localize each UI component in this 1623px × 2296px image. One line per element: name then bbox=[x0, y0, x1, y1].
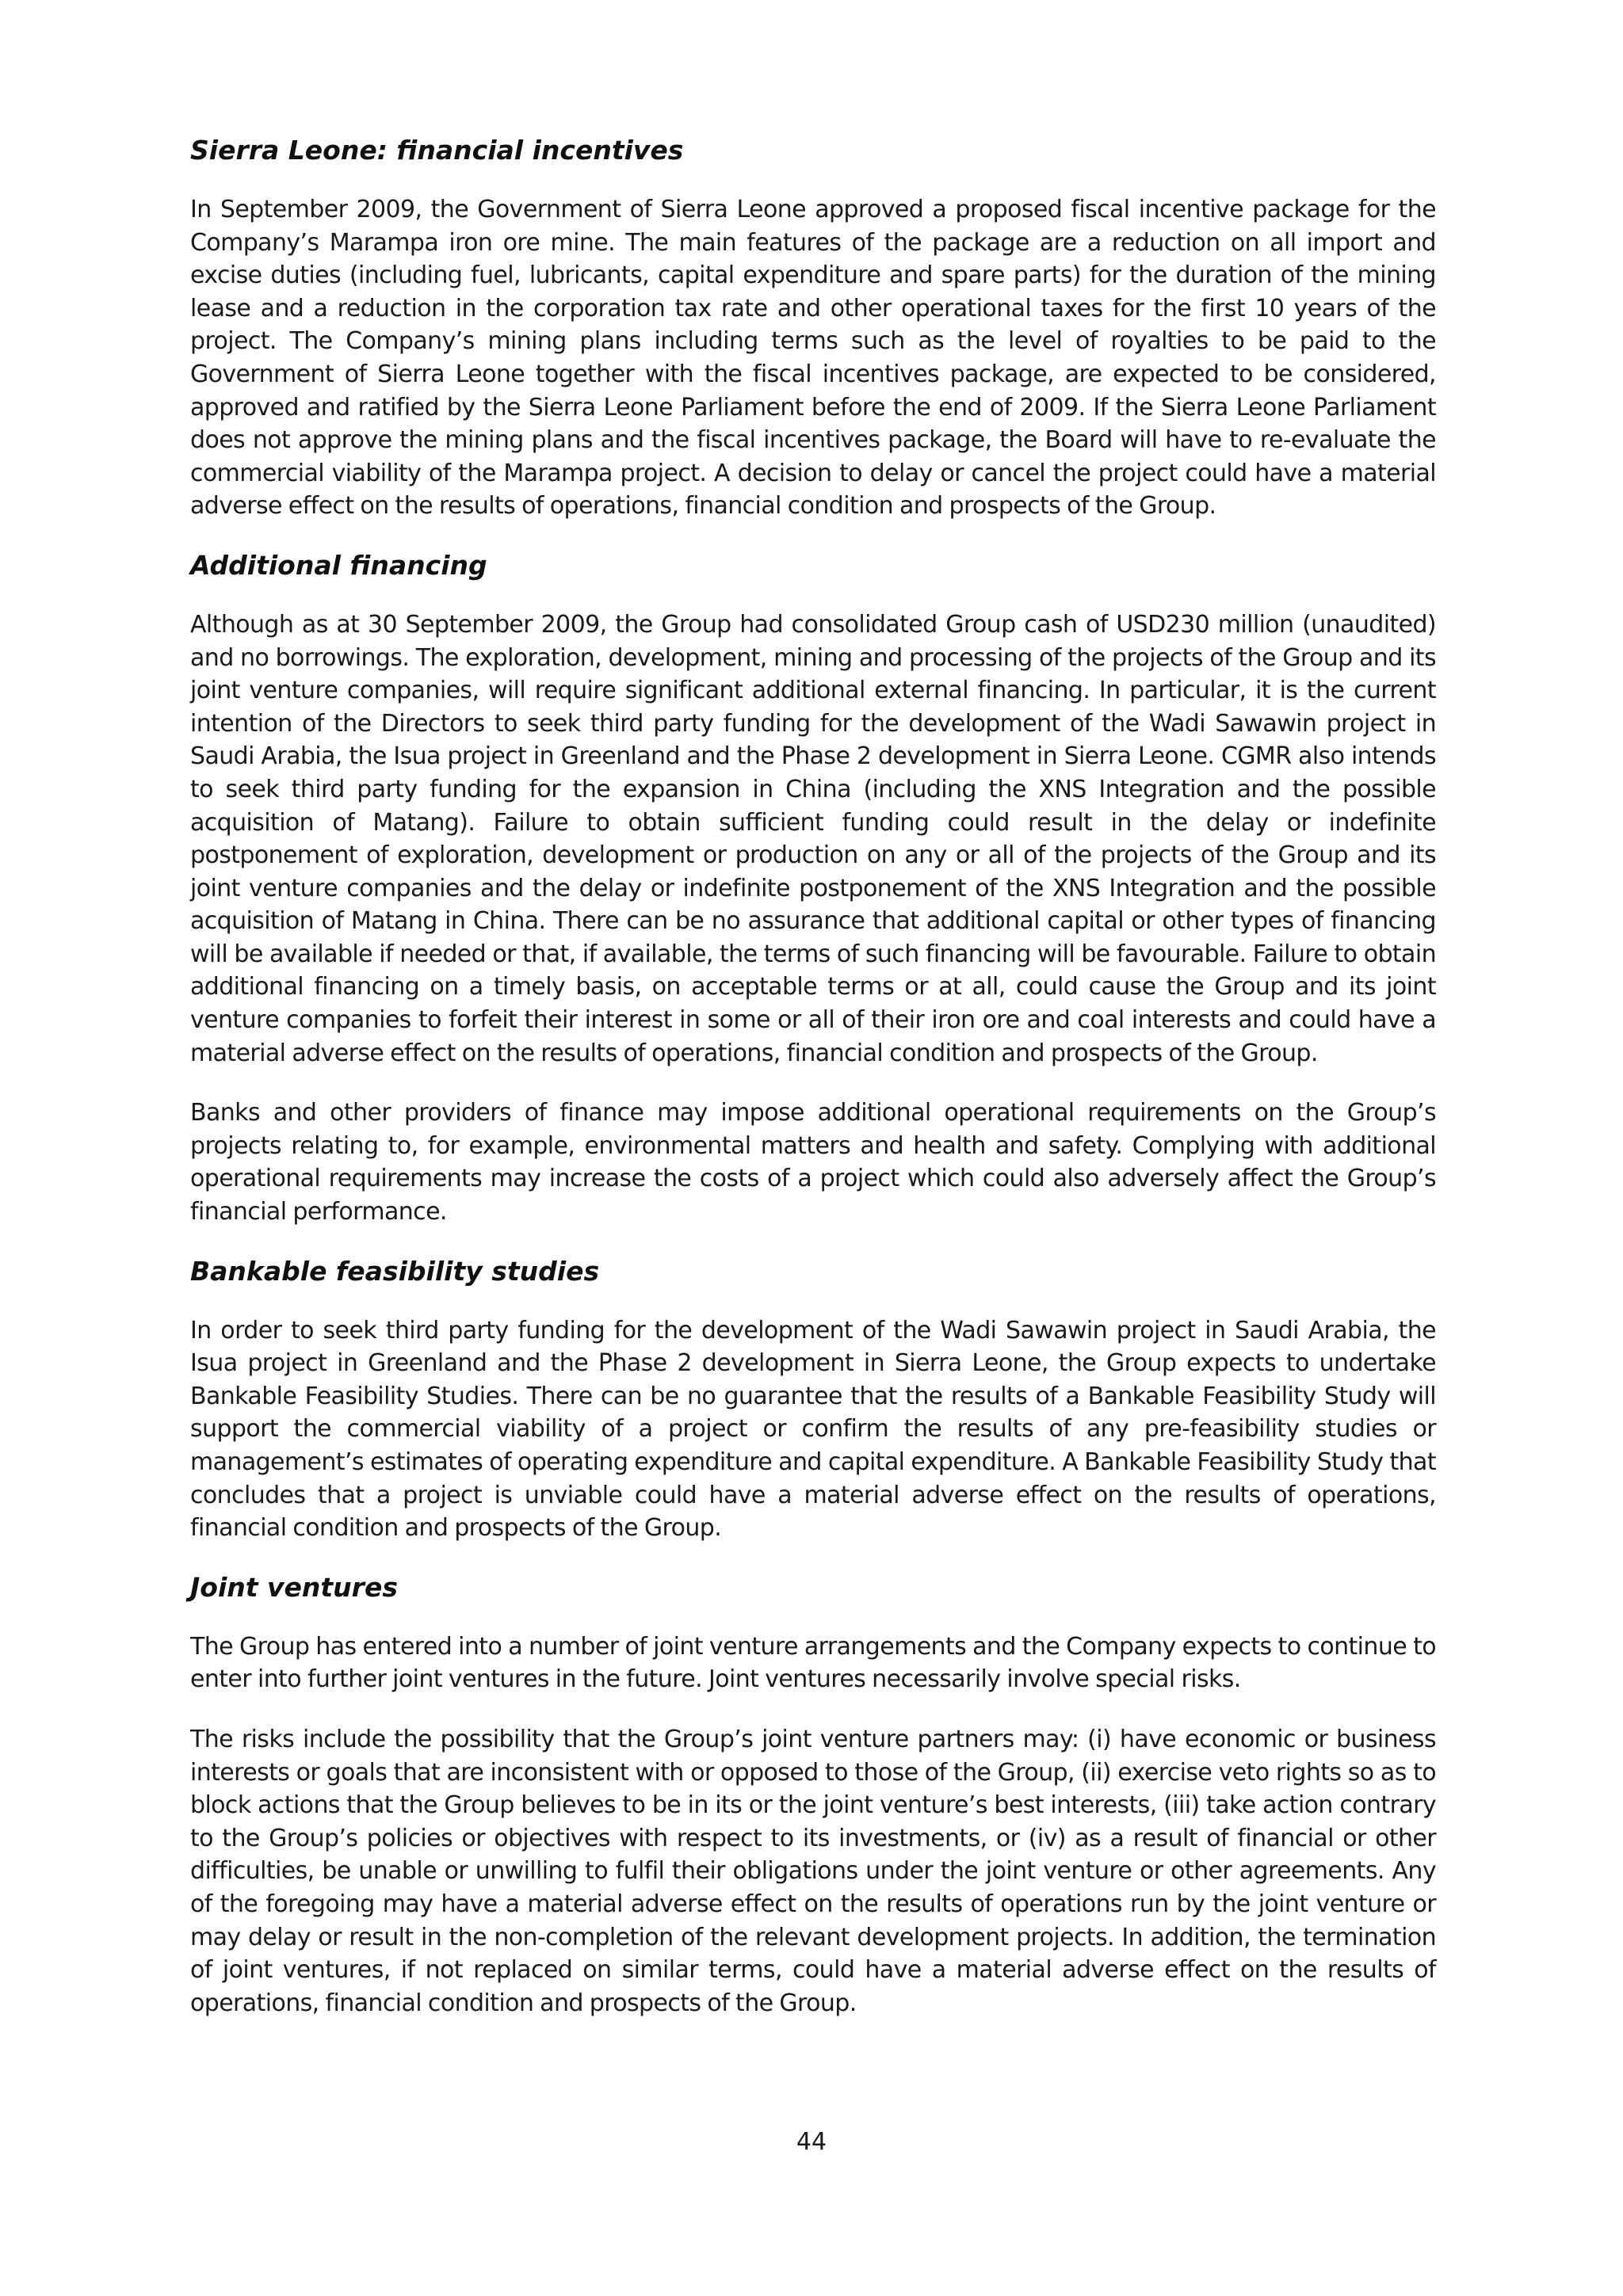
section-heading: Bankable feasibility studies bbox=[190, 1255, 600, 1287]
paragraph: Banks and other providers of finance may impose additional operational requirements on the Group’s projects relating to, for example, environmental matters and health and safety. Complying with additional operational requirements may increase the costs of a project which could also adversely affect the Group’s financial performance. bbox=[190, 1099, 1436, 1226]
paragraph: In September 2009, the Government of Sierra Leone approved a proposed fiscal incentive package for the Company’s Marampa iron ore mine. The main features of the package are a reduction on all import and excise duties (including fuel, lubricants, capital expenditure and spare parts) for the duration of the mining lease and a reduction in the corporation tax rate and other operational taxes for the first 10 years of the project. The Company’s mining plans including terms such as the level of royalties to be paid to the Government of Sierra Leone together with the fiscal incentives package, are expected to be considered, approved and ratified by the Sierra Leone Parliament before the end of 2009. If the Sierra Leone Parliament does not approve the mining plans and the fiscal incentives package, the Board will have to re-evaluate the commercial viability of the Marampa project. A decision to delay or cancel the project could have a material adverse effect on the results of operations, financial condition and prospects of the Group. bbox=[190, 196, 1436, 521]
page-number: 44 bbox=[796, 2128, 827, 2156]
paragraph: Although as at 30 September 2009, the Group had consolidated Group cash of USD230 million (unaudited) and no borrowings. The exploration, development, mining and processing of the projects of the Group and its joint venture companies, will require significant additional external financing. In particular, it is the current intention of the Directors to seek third party funding for the development of the Wadi Sawawin project in Saudi Arabia, the Isua project in Greenland and the Phase 2 development in Sierra Leone. CGMR also intends to seek third party funding for the expansion in China (including the XNS Integration and the possible acquisition of Matang). Failure to obtain sufficient funding could result in the delay or indefinite postponement of exploration, development or production on any or all of the projects of the Group and its joint venture companies and the delay or indefinite postponement of the XNS Integration and the possible acquisition of Matang in China. There can be no assurance that additional capital or other types of financing will be available if needed or that, if available, the terms of such financing will be favourable. Failure to obtain additional financing on a timely basis, on acceptable terms or at all, could cause the Group and its joint venture companies to forfeit their interest in some or all of their iron ore and coal interests and could have a material adverse effect on the results of operations, financial condition and prospects of the Group. bbox=[190, 610, 1436, 1067]
paragraph: The risks include the possibility that the Group’s joint venture partners may: (i) have economic or business interests or goals that are inconsistent with or opposed to those of the Group, (ii) exercise veto rights so as to block actions that the Group believes to be in its or the joint venture’s best interests, (iii) take action contrary to the Group’s policies or objectives with respect to its investments, or (iv) as a result of financial or other difficulties, be unable or unwilling to fulfil their obligations under the joint venture or other agreements. Any of the foregoing may have a material adverse effect on the results of operations run by the joint venture or may delay or result in the non-completion of the relevant development projects. In addition, the termination of joint ventures, if not replaced on similar terms, could have a material adverse effect on the results of operations, financial condition and prospects of the Group. bbox=[190, 1725, 1436, 2017]
section-heading: Joint ventures bbox=[190, 1571, 398, 1603]
section-heading: Sierra Leone: financial incentives bbox=[190, 135, 684, 166]
paragraph: The Group has entered into a number of joint venture arrangements and the Company expects to continue to enter into further joint ventures in the future. Joint ventures necessarily involve special risks. bbox=[190, 1632, 1436, 1694]
section-additional-financing bbox=[190, 550, 1436, 1229]
document-page bbox=[190, 135, 1436, 2046]
section-heading: Additional financing bbox=[190, 549, 487, 581]
section-bankable-feasibility-studies bbox=[190, 1256, 1436, 1545]
section-sierra-leone-financial-incentives bbox=[190, 135, 1436, 523]
section-joint-ventures bbox=[190, 1572, 1436, 2020]
paragraph: In order to seek third party funding for the development of the Wadi Sawawin project in Saudi Arabia, the Isua project in Greenland and the Phase 2 development in Sierra Leone, the Group expects to undertake Bankable Feasibility Studies. There can be no guarantee that the results of a Bankable Feasibility Study will support the commercial viability of a project or confirm the results of any pre-feasibility studies or management’s estimates of operating expenditure and capital expenditure. A Bankable Feasibility Study that concludes that a project is unviable could have a material adverse effect on the results of operations, financial condition and prospects of the Group. bbox=[190, 1316, 1436, 1543]
